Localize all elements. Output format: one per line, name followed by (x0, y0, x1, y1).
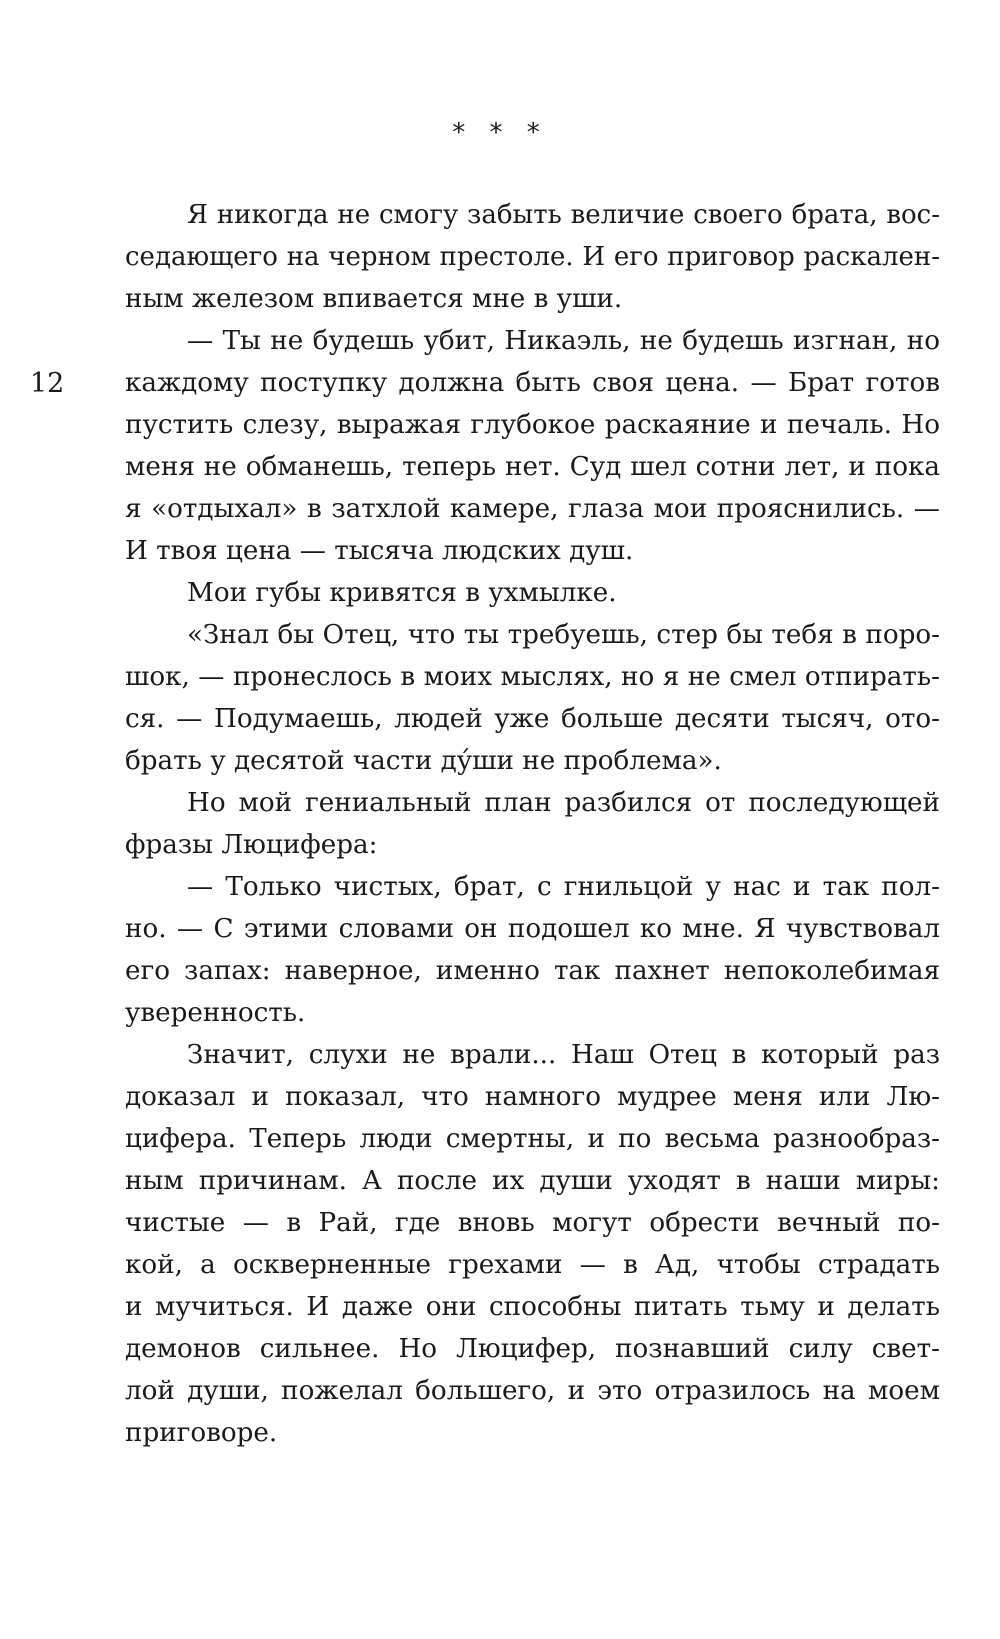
text-line: — Только чистых, брат, с гнильцой у нас и так пол- (187, 872, 940, 902)
text-line: лой души, пожелал большего, и это отразилось на моем (125, 1376, 940, 1406)
section-separator: * * * (452, 118, 548, 148)
text-line: — Ты не будешь убит, Никаэль, не будешь изгнан, но (187, 326, 940, 356)
text-line: ным причинам. А после их души уходят в наши миры: (125, 1166, 940, 1196)
text-line: доказал и показал, что намного мудрее меня или Лю- (125, 1082, 940, 1112)
text-line: демонов сильнее. Но Люцифер, познавший силу свет- (125, 1334, 940, 1364)
text-line: ся. — Подумаешь, людей уже больше десяти тысяч, ото- (125, 704, 940, 734)
text-line: И твоя цена — тысяча людских душ. (125, 536, 634, 566)
text-line: но. — С этими словами он подошел ко мне. Я чувствовал (125, 914, 940, 944)
text-line: уверенность. (125, 998, 306, 1028)
text-line: седающего на черном престоле. И его приговор раскален- (125, 242, 940, 272)
text-line: пустить слезу, выражая глубокое раскаяние и печаль. Но (125, 410, 940, 440)
text-line: его запах: наверное, именно так пахнет непоколебимая (125, 956, 940, 986)
text-line: и мучиться. И даже они способны питать тьму и делать (125, 1292, 940, 1322)
page-number: 12 (30, 368, 65, 399)
text-line: каждому поступку должна быть своя цена. — Брат готов (125, 368, 940, 398)
body-text (125, 194, 940, 1454)
text-line: кой, а оскверненные грехами — в Ад, чтобы страдать (125, 1250, 940, 1280)
text-line: ным железом впивается мне в уши. (125, 284, 623, 314)
text-line: брать у десятой части ду́ши не проблема». (125, 746, 722, 776)
text-line: шок, — пронеслось в моих мыслях, но я не смел отпирать- (125, 662, 940, 692)
text-line: Мои губы кривятся в ухмылке. (187, 578, 617, 608)
text-line: Значит, слухи не врали... Наш Отец в который раз (187, 1040, 940, 1070)
text-line: я «отдыхал» в затхлой камере, глаза мои прояснились. — (125, 494, 940, 524)
text-line: фразы Люцифера: (125, 830, 378, 860)
text-line: Я никогда не смогу забыть величие своего брата, вос- (187, 200, 940, 230)
text-line: «Знал бы Отец, что ты требуешь, стер бы тебя в поро- (187, 620, 940, 650)
text-line: цифера. Теперь люди смертны, и по весьма разнообраз- (125, 1124, 940, 1154)
text-line: меня не обманешь, теперь нет. Суд шел сотни лет, и пока (125, 452, 940, 482)
text-line: Но мой гениальный план разбился от последующей (187, 788, 940, 818)
text-line: чистые — в Рай, где вновь могут обрести вечный по- (125, 1208, 940, 1238)
text-line: приговоре. (125, 1418, 278, 1448)
